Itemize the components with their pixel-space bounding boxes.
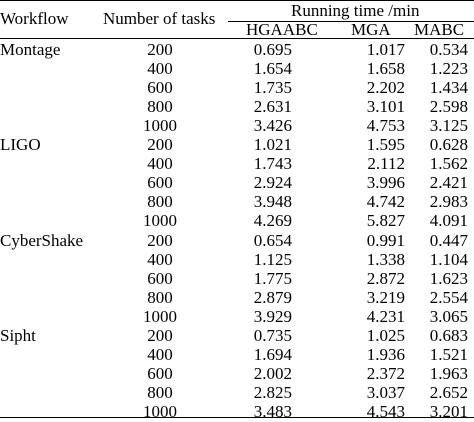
header-rule	[0, 38, 474, 39]
mabc-time: 1.963	[429, 364, 468, 383]
workflow-name: LIGO	[0, 135, 41, 154]
task-count: 400	[147, 345, 173, 364]
hgaabc-time: 1.735	[253, 78, 292, 97]
task-count: 400	[147, 250, 173, 269]
hgaabc-time: 3.948	[253, 192, 292, 211]
hgaabc-time: 1.654	[253, 59, 292, 78]
task-count: 800	[147, 288, 173, 307]
hgaabc-time: 2.631	[253, 97, 292, 116]
task-count: 800	[147, 97, 173, 116]
hgaabc-time: 1.021	[253, 135, 292, 154]
hgaabc-time: 2.924	[253, 173, 292, 192]
task-count: 1000	[143, 307, 177, 326]
mga-time: 1.658	[366, 59, 405, 78]
task-count: 200	[147, 135, 173, 154]
mga-time: 1.338	[366, 250, 405, 269]
task-count: 800	[147, 192, 173, 211]
hgaabc-time: 0.654	[253, 231, 292, 250]
header-number-of-tasks: Number of tasks	[103, 9, 216, 28]
mabc-time: 2.554	[429, 288, 468, 307]
mga-time: 3.219	[366, 288, 405, 307]
task-count: 800	[147, 383, 173, 402]
mga-time: 1.936	[366, 345, 405, 364]
header-hgaabc: HGAABC	[246, 20, 318, 39]
hgaabc-time: 1.743	[253, 154, 292, 173]
task-count: 600	[147, 364, 173, 383]
hgaabc-time: 2.825	[253, 383, 292, 402]
task-count: 1000	[143, 211, 177, 230]
task-count: 600	[147, 78, 173, 97]
hgaabc-time: 0.735	[253, 326, 292, 345]
hgaabc-time: 1.694	[253, 345, 292, 364]
mga-time: 4.543	[366, 402, 405, 421]
mga-time: 1.017	[366, 40, 405, 59]
mga-time: 2.112	[367, 154, 405, 173]
task-count: 1000	[143, 116, 177, 135]
header-workflow: Workflow	[0, 9, 69, 28]
header-mabc: MABC	[414, 20, 465, 39]
task-count: 400	[147, 154, 173, 173]
mga-time: 4.742	[366, 192, 405, 211]
mga-time: 3.996	[366, 173, 405, 192]
hgaabc-time: 2.002	[253, 364, 292, 383]
mabc-time: 0.683	[429, 326, 468, 345]
mabc-time: 1.104	[429, 250, 468, 269]
mga-time: 4.231	[366, 307, 405, 326]
mga-time: 4.753	[366, 116, 405, 135]
mabc-time: 1.434	[429, 78, 468, 97]
task-count: 200	[147, 326, 173, 345]
mga-time: 5.827	[366, 211, 405, 230]
mabc-time: 1.521	[429, 345, 468, 364]
mabc-time: 4.091	[429, 211, 468, 230]
task-count: 400	[147, 59, 173, 78]
mabc-time: 1.623	[429, 269, 468, 288]
mabc-time: 1.223	[429, 59, 468, 78]
header-mga: MGA	[351, 20, 391, 39]
hgaabc-time: 0.695	[253, 40, 292, 59]
mabc-time: 0.628	[429, 135, 468, 154]
task-count: 1000	[143, 402, 177, 421]
mga-time: 1.595	[366, 135, 405, 154]
mabc-time: 2.421	[429, 173, 468, 192]
mabc-time: 0.534	[429, 40, 468, 59]
mabc-time: 2.983	[429, 192, 468, 211]
task-count: 200	[147, 231, 173, 250]
mabc-time: 3.065	[429, 307, 468, 326]
workflow-name: CyberShake	[0, 231, 84, 250]
mga-time: 3.037	[366, 383, 405, 402]
mabc-time: 2.598	[429, 97, 468, 116]
task-count: 600	[147, 173, 173, 192]
task-count: 600	[147, 269, 173, 288]
hgaabc-time: 1.125	[253, 250, 292, 269]
mga-time: 2.202	[366, 78, 405, 97]
hgaabc-time: 3.483	[253, 402, 292, 421]
header-running-time: Running time /min	[291, 1, 420, 20]
hgaabc-time: 3.929	[253, 307, 292, 326]
mabc-time: 2.652	[429, 383, 468, 402]
workflow-name: Montage	[0, 40, 61, 59]
mga-time: 2.872	[366, 269, 405, 288]
workflow-name: Sipht	[0, 326, 36, 345]
mabc-time: 0.447	[429, 231, 468, 250]
hgaabc-time: 4.269	[253, 211, 292, 230]
mabc-time: 3.125	[429, 116, 468, 135]
mga-time: 2.372	[366, 364, 405, 383]
mga-time: 1.025	[366, 326, 405, 345]
mga-time: 3.101	[366, 97, 405, 116]
hgaabc-time: 3.426	[253, 116, 292, 135]
hgaabc-time: 1.775	[253, 269, 292, 288]
hgaabc-time: 2.879	[253, 288, 292, 307]
mabc-time: 1.562	[429, 154, 468, 173]
mga-time: 0.991	[366, 231, 405, 250]
mabc-time: 3.201	[429, 402, 468, 421]
task-count: 200	[147, 40, 173, 59]
